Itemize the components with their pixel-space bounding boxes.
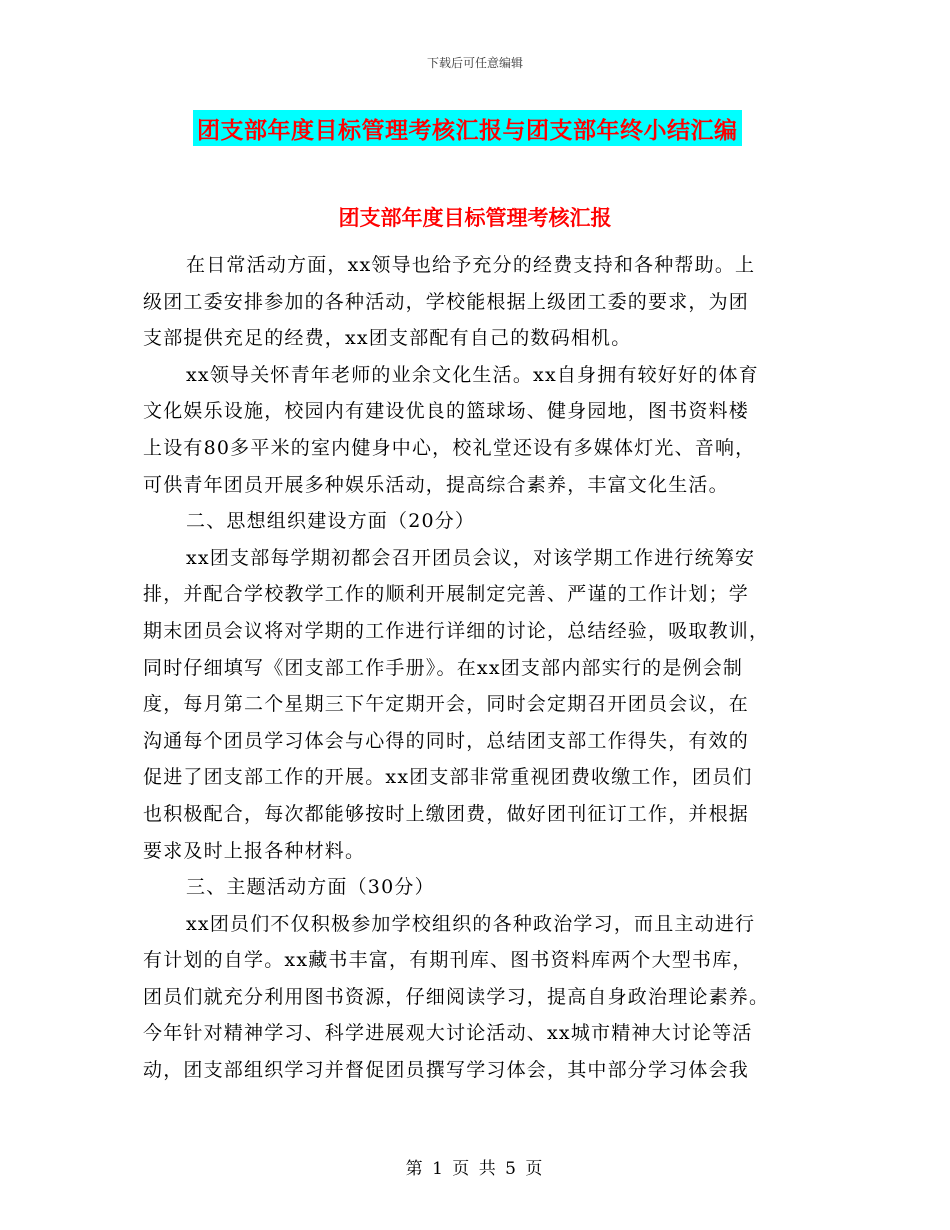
page-number-footer: 第 1 页 共 5 页 [405,1159,545,1179]
header-note: 下载后可任意编辑 [426,56,523,70]
paragraph-line: 要求及时上报各种材料。 [143,839,366,862]
paragraph-line: 团员们就充分利用图书资源，仔细阅读学习，提高自身政治理论素养。 [143,985,770,1008]
paragraph-line: 上设有80多平米的室内健身中心，校礼堂还设有多媒体灯光、音响， [143,436,756,459]
paragraph-line: xx团支部每学期初都会召开团员会议，对该学期工作进行统筹安 [186,546,756,569]
paragraph-line: 也积极配合，每次都能够按时上缴团费，做好团刊征订工作，并根据 [143,802,750,825]
paragraph-line: xx团员们不仅积极参加学校组织的各种政治学习，而且主动进行 [186,912,756,935]
body-text [143,247,803,1089]
main-title: 团支部年度目标管理考核汇报与团支部年终小结汇编 [197,117,738,144]
paragraph-line: 期末团员会议将对学期的工作进行详细的讨论，总结经验，吸取教训， [143,619,770,642]
paragraph-line: 同时仔细填写《团支部工作手册》。在xx团支部内部实行的是例会制 [143,656,744,679]
section-title: 团支部年度目标管理考核汇报 [338,206,612,230]
paragraph-line: 动，团支部组织学习并督促团员撰写学习体会，其中部分学习体会我 [143,1059,750,1082]
main-title-highlight [193,110,742,146]
paragraph-line: 度，每月第二个星期三下午定期开会，同时会定期召开团员会议，在 [143,693,750,716]
paragraph-line: 今年针对精神学习、科学进展观大讨论活动、xx城市精神大讨论等活 [143,1022,753,1045]
paragraph-line: 排，并配合学校教学工作的顺利开展制定完善、严谨的工作计划；学 [143,583,750,606]
paragraph-line: 可供青年团员开展多种娱乐活动，提高综合素养，丰富文化生活。 [143,473,729,496]
paragraph-line: 支部提供充足的经费，xx团支部配有自己的数码相机。 [143,327,632,350]
paragraph-line: 沟通每个团员学习体会与心得的同时，总结团支部工作得失，有效的 [143,729,750,752]
subsection-heading: 二、思想组织建设方面（20分） [186,510,476,533]
paragraph-line: 有计划的自学。xx藏书丰富，有期刊库、图书资料库两个大型书库， [143,949,753,972]
subsection-heading: 三、主题活动方面（30分） [186,876,435,899]
paragraph-line: 级团工委安排参加的各种活动，学校能根据上级团工委的要求，为团 [143,290,750,313]
paragraph-line: 在日常活动方面，xx领导也给予充分的经费支持和各种帮助。上 [186,254,756,276]
paragraph-line: 文化娱乐设施，校园内有建设优良的篮球场、健身园地，图书资料楼 [143,400,750,423]
paragraph-line: xx领导关怀青年老师的业余文化生活。xx自身拥有较好好的体育 [186,363,759,386]
paragraph-line: 促进了团支部工作的开展。xx团支部非常重视团费收缴工作，团员们 [143,766,753,789]
